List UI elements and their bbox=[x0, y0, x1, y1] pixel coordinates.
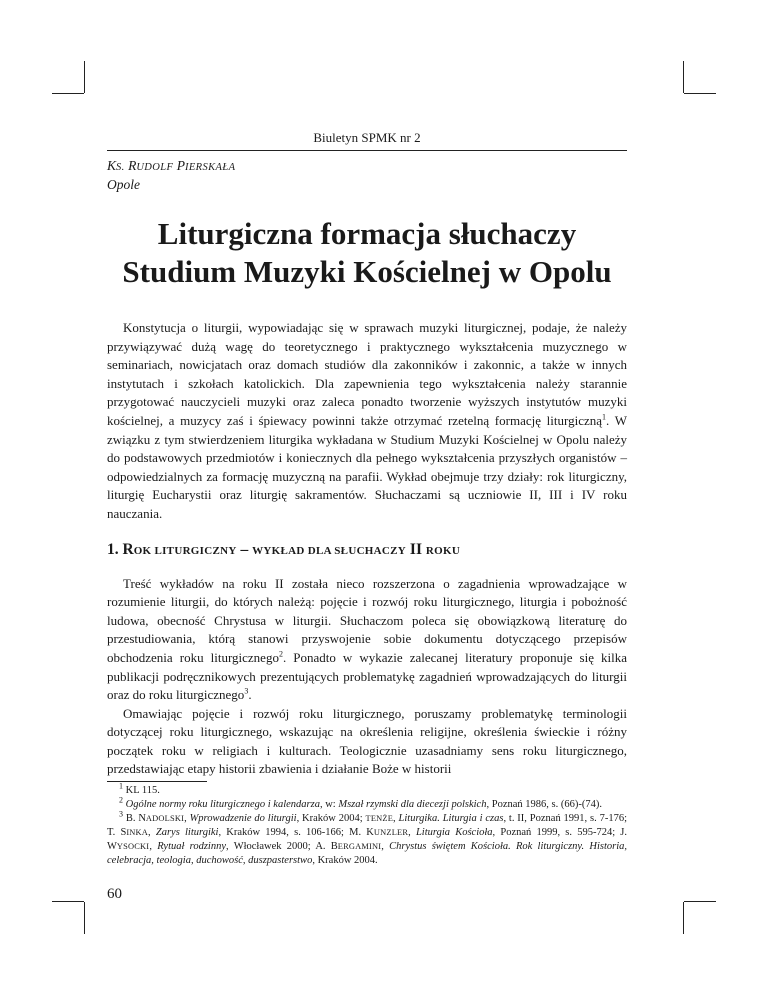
crop-mark bbox=[52, 93, 84, 94]
title-line: Studium Muzyki Kościelnej w Opolu bbox=[122, 254, 612, 289]
page-number: 60 bbox=[107, 886, 122, 902]
footnote: $^1$ KL 115. bbox=[119, 781, 160, 797]
author-affiliation: Opole bbox=[107, 177, 140, 192]
page-content bbox=[107, 130, 627, 868]
crop-mark bbox=[84, 61, 85, 93]
footnote-ref[interactable]: 1 bbox=[602, 412, 607, 422]
crop-mark bbox=[684, 901, 716, 902]
article-body bbox=[107, 319, 627, 779]
running-head: Biuletyn SPMK nr 2 bbox=[107, 130, 627, 151]
footnote: $^2$ Ogólne normy roku liturgicznego i kalendarza, w: Mszał rzymski dla diecezji polskich, Poznań 1986, s. (66)-(74). bbox=[119, 795, 602, 811]
crop-mark bbox=[84, 902, 85, 934]
footnote-ref[interactable]: 2 bbox=[278, 649, 283, 659]
paragraph: Treść wykładów na roku II została nieco rozszerzona o zagadnienia wprowadzające w rozumienie liturgii, do których należą: pojęcie i rozwój roku liturgicznego, liturgia i pobożność ludowa, obecność Chrystusa w liturgii. Słuchaczom poleca się obowiązkową literaturę do przestudiowania, którą stanowi przyswojenie sobie dokumentu dotyczącego przepisów obchodzenia roku liturgicznego$^2$. Ponadto w wykazie zalecanej literatury proponuje się kilka publikacji podręcznikowych prezentujących problematykę zagadnień wprowadzających do liturgii oraz do roku liturgicznego$^3$. bbox=[107, 575, 628, 703]
paragraph: Omawiając pojęcie i rozwój roku liturgicznego, poruszamy problematykę terminologii dotyczącej roku liturgicznego, wskazując na określenia religijne, określenia świeckie i różny początek roku w religiach i kulturach. Teologicznie uzasadniamy sens roku liturgicznego, przedstawiając etapy historii zbawienia i działanie Boże w historii bbox=[107, 705, 627, 777]
paragraph-intro: Konstytucja o liturgii, wypowiadając się w sprawach muzyki liturgicznej, podaje, że należy przywiązywać dużą wagę do teoretycznego i praktycznego wykształcenia muzycznego w seminariach, nowicjatach oraz domach studiów dla zakonników i zakonnic, a także w innych instytutach i szkołach katolickich. Dla zapewnienia tego wykształcenia należy starannie przygotować nauczycieli muzyki oraz zaleca ponadto tworzenie wyższych instytutów muzyki kościelnej, a muzycy zaś i śpiewacy powinni także otrzymać rzetelną formację liturgiczną$^1$. W związku z tym stwierdzeniem liturgika wykładana w Studium Muzyki Kościelnej w Opolu należy do podstawowych przedmiotów i koniecznych dla pełnego wykształcenia przyszłych organistów – odpowiedzialnych za formację muzyczną na parafii. Wykład obejmuje trzy działy: rok liturgiczny, liturgię Eucharystii oraz liturgię sakramentów. Słuchaczami są uczniowie II, III i IV roku nauczania. bbox=[107, 320, 627, 521]
crop-mark bbox=[683, 61, 684, 93]
section-heading: 1. ROK LITURGICZNY – WYKŁAD DLA SŁUCHACZY II ROKU bbox=[107, 540, 461, 558]
crop-mark bbox=[684, 93, 716, 94]
footnote-ref[interactable]: 3 bbox=[244, 686, 249, 696]
crop-mark bbox=[683, 902, 684, 934]
crop-mark bbox=[52, 901, 84, 902]
title-line: Liturgiczna formacja słuchaczy bbox=[157, 216, 577, 251]
author-name: KS. RUDOLF PIERSKAŁA bbox=[107, 158, 236, 173]
footnote: $^3$ B. NADOLSKI, Wprowadzenie do liturgii, Kraków 2004; TENŻE, Liturgika. Liturgia i czas, t. II, Poznań 1991, s. 7-176; T. SINKA, Zarys liturgiki, Kraków 1994, s. 106-166; M. KUNZLER, Liturgia Kościoła, Poznań 1999, s. 595-724; J. WYSOCKI, Rytuał rodzinny, Włocławek 2000; A. BERGAMINI, Chrystus świętem Kościoła. Rok liturgiczny. Historia, celebracja, teologia, duchowość, duszpasterstwo, Kraków 2004. bbox=[107, 809, 628, 867]
article-title bbox=[107, 215, 627, 291]
footnotes bbox=[107, 781, 628, 868]
